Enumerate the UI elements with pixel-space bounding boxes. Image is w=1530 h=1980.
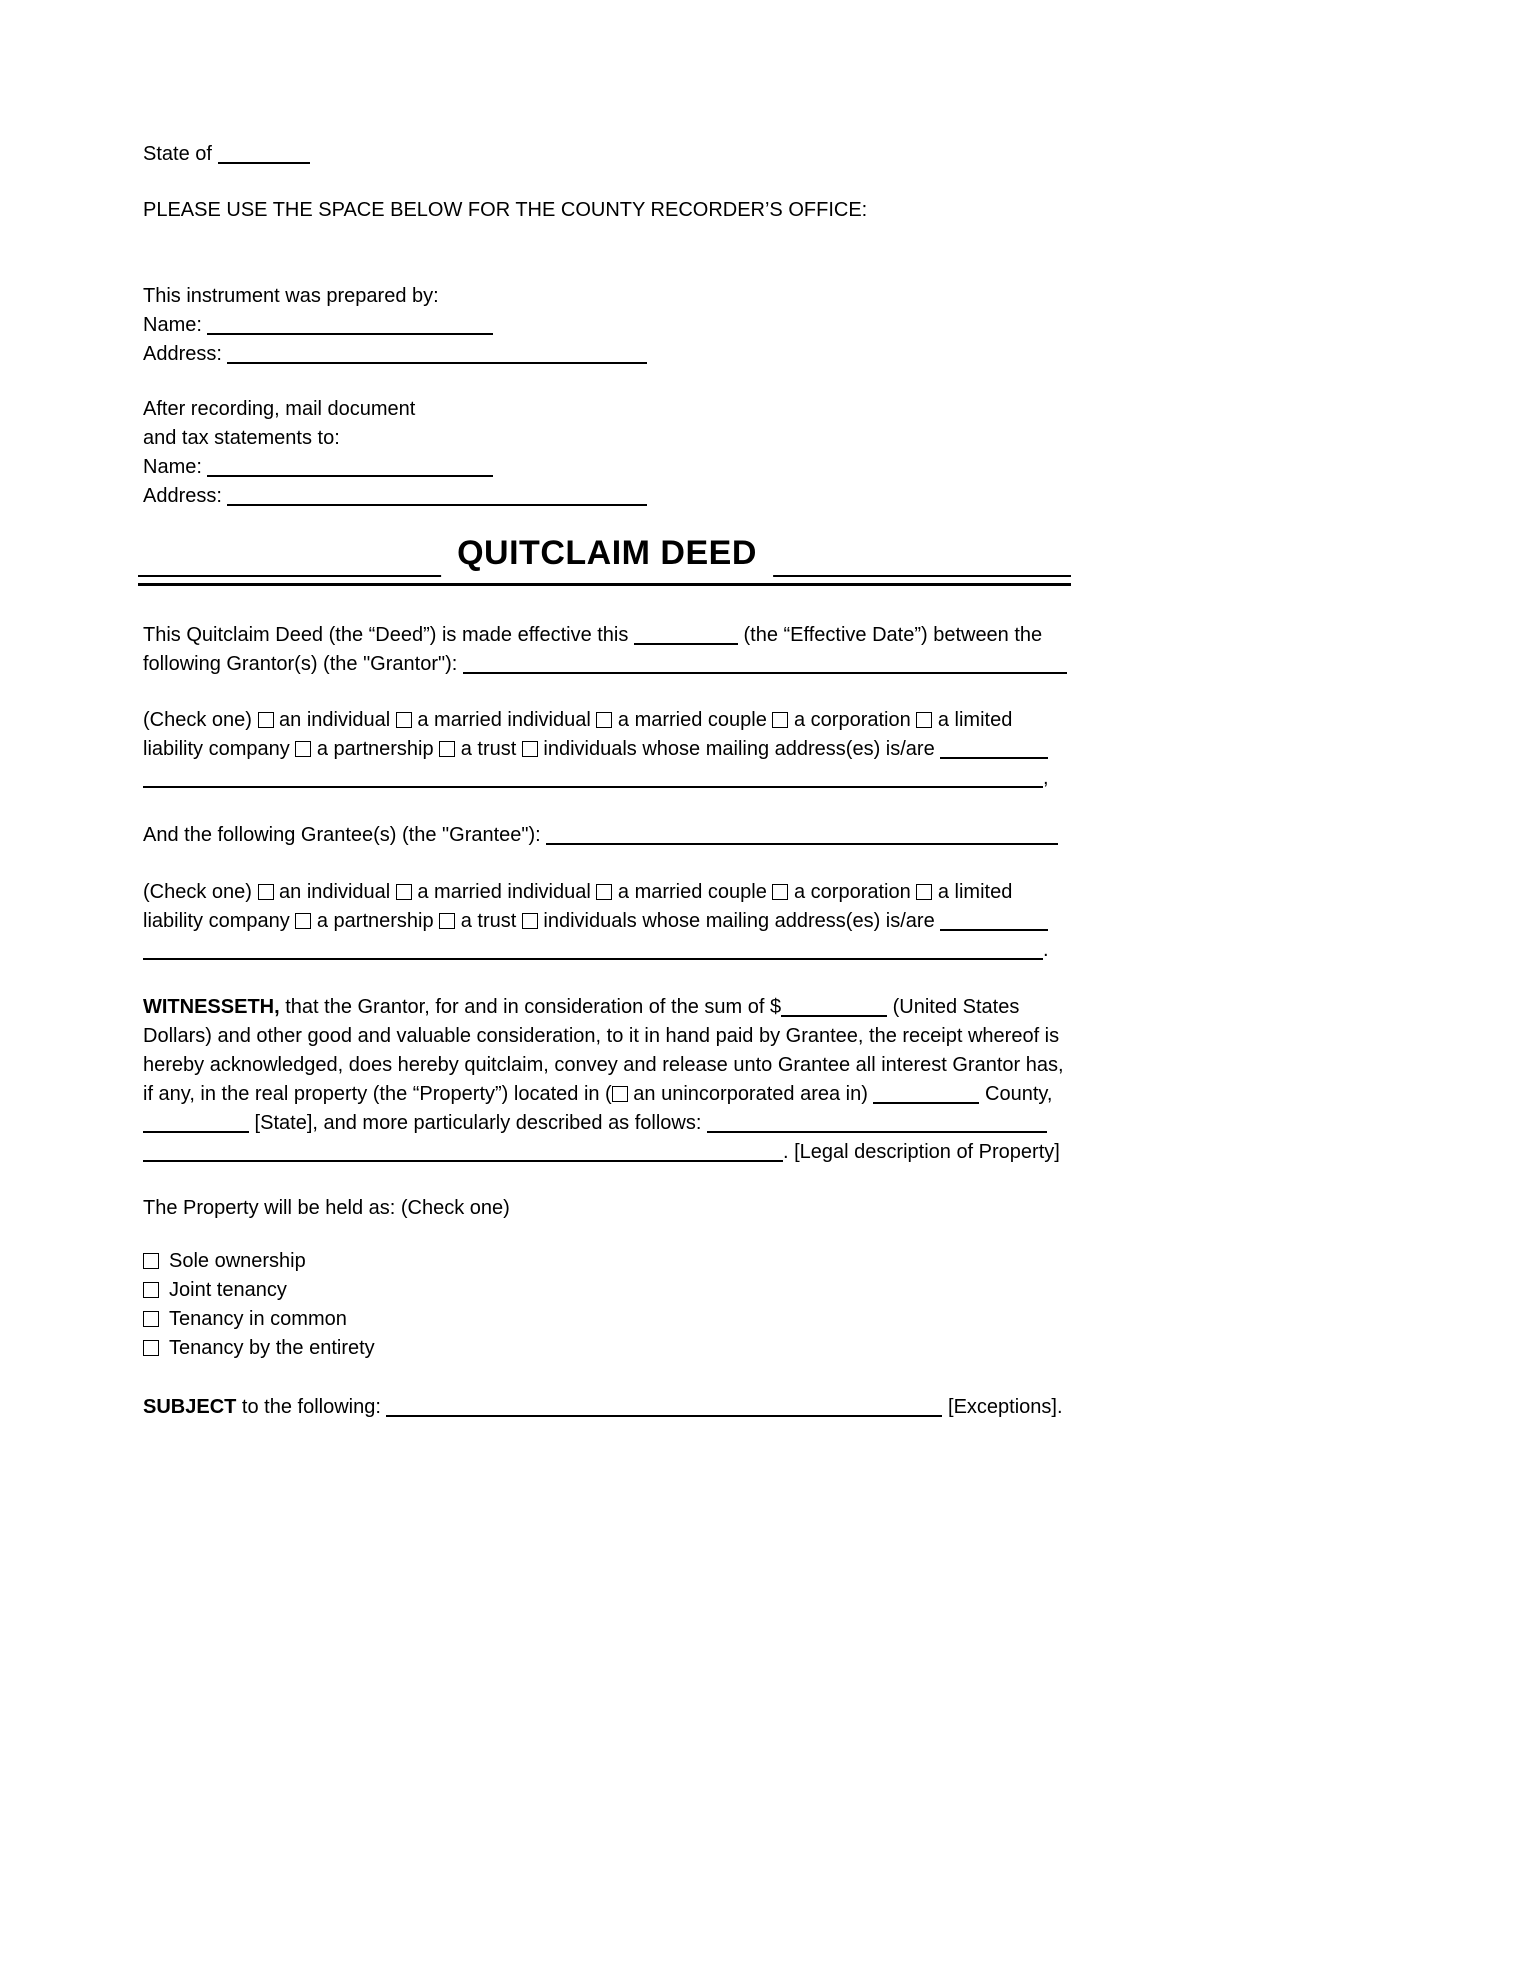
grantee-corporation-checkbox[interactable] [772,884,788,900]
text-run: a partnership [311,738,440,760]
grantor-married-couple-checkbox[interactable] [596,712,612,728]
prepared-by-address-line [143,340,1071,369]
prepared-by-heading: This instrument was prepared by: [143,285,439,307]
recorder-office-note: PLEASE USE THE SPACE BELOW FOR THE COUNTY RECORDER’S OFFICE: [143,199,868,221]
prepared-by-block [143,282,1071,369]
text-run: an individual [273,881,396,903]
prepared-by-name-line [143,311,1071,340]
mail-to-name-line [143,453,1071,482]
consideration-amount-blank[interactable] [781,995,887,1017]
ownership-checklist [143,1247,1071,1363]
grantor-married-individual-checkbox[interactable] [396,712,412,728]
text-run: (Check one) [143,881,258,903]
grantor-name-blank[interactable] [463,652,1067,674]
grantee-partnership-checkbox[interactable] [295,913,311,929]
text-run: This Quitclaim Deed (the “Deed”) is made effective this [143,624,634,646]
grantor-mailing-address-blank[interactable] [940,737,1048,759]
text-run: a trust [455,910,522,932]
grantor-individual-checkbox[interactable] [258,712,274,728]
text-run: . [Legal description of Property] [783,1141,1060,1163]
mail-to-address-blank[interactable] [227,484,647,506]
grantor-partnership-checkbox[interactable] [295,741,311,757]
mail-to-block [143,395,1071,511]
mail-to-address-line [143,482,1071,511]
text-run: an individual [273,709,396,731]
text-run: . [1043,939,1049,961]
effective-date-blank[interactable] [634,623,738,645]
text-run: [State], and more particularly described as follows: [249,1112,707,1134]
text-run: SUBJECT [143,1396,237,1418]
grantee-married-couple-checkbox[interactable] [596,884,612,900]
grantor-llc-checkbox[interactable] [916,712,932,728]
text-run: a trust [455,738,522,760]
checklist-item [143,1334,1071,1363]
checklist-item [143,1276,1071,1305]
text-run: Name: [143,314,208,336]
mail-to-heading-line1: After recording, mail document [143,398,416,420]
grantor-mailing-address-blank-2[interactable] [143,766,1043,788]
title-rule-bottom [138,583,1071,586]
document-title: QUITCLAIM DEED [441,525,773,581]
text-run: a partnership [311,910,440,932]
checklist-label: Joint tenancy [169,1279,287,1301]
mail-to-name-blank[interactable] [207,455,493,477]
text-run: a limited liability company [143,709,1018,760]
joint-tenancy-checkbox[interactable] [143,1282,159,1298]
grantee-married-individual-checkbox[interactable] [396,884,412,900]
tenancy-by-entirety-checkbox[interactable] [143,1340,159,1356]
witnesseth-paragraph [143,993,1071,1167]
text-run: Address: [143,485,228,507]
text-run: a married individual [411,709,597,731]
legal-description-blank[interactable] [707,1111,1047,1133]
text-run: an unincorporated area in) [627,1083,874,1105]
text-run: individuals whose mailing address(es) is/are [537,738,941,760]
grantee-name-blank[interactable] [546,823,1058,845]
checklist-label: Tenancy in common [169,1308,347,1330]
text-run: a married couple [612,881,773,903]
grantee-individuals-checkbox[interactable] [522,913,538,929]
subject-paragraph [143,1393,1071,1422]
prepared-by-address-blank[interactable] [227,342,647,364]
text-run: , [1043,767,1049,789]
intro-paragraph [143,621,1071,679]
state-name-blank[interactable] [143,1111,249,1133]
county-blank[interactable] [873,1082,979,1104]
checklist-label: Sole ownership [169,1250,306,1272]
text-run: State of [143,143,218,165]
grantee-mailing-address-blank[interactable] [940,909,1048,931]
text-run: (the “Effective Date”) between the following Grantor(s) (the "Grantor"): [143,624,1048,675]
checklist-item [143,1305,1071,1334]
grantor-type-paragraph [143,706,1071,793]
grantee-mailing-address-blank-2[interactable] [143,938,1043,960]
sole-ownership-checkbox[interactable] [143,1253,159,1269]
text-run: WITNESSETH, [143,996,280,1018]
text-run: a limited liability company [143,881,1018,932]
text-run: (United States Dollars) and other good and valuable consideration, to it in hand paid by Grantee, the receipt whereof is hereby acknowledged, does hereby quitclaim, convey and release unto Grantee all interest Grantor has, if any, in the real property (the “Property”) located in ( [143,996,1070,1105]
exceptions-blank[interactable] [386,1395,942,1417]
text-run: a corporation [788,709,917,731]
text-run: [Exceptions]. [942,1396,1063,1418]
held-as-heading: The Property will be held as: (Check one) [143,1197,510,1219]
document-page [143,140,1071,1422]
text-run: to the following: [236,1396,387,1418]
text-run: (Check one) [143,709,258,731]
text-run: individuals whose mailing address(es) is/are [537,910,941,932]
text-run: Name: [143,456,208,478]
text-run: And the following Grantee(s) (the "Grantee"): [143,824,547,846]
grantee-trust-checkbox[interactable] [439,913,455,929]
tenancy-in-common-checkbox[interactable] [143,1311,159,1327]
text-run: Address: [143,343,228,365]
state-of-line [143,140,1071,169]
state-blank[interactable] [218,142,310,164]
grantee-type-paragraph [143,878,1071,965]
text-run: County, [979,1083,1059,1105]
checklist-item [143,1247,1071,1276]
unincorporated-area-checkbox[interactable] [612,1086,628,1102]
grantor-individuals-checkbox[interactable] [522,741,538,757]
grantee-paragraph [143,821,1071,850]
checklist-label: Tenancy by the entirety [169,1337,375,1359]
mail-to-heading-line2: and tax statements to: [143,427,340,449]
grantor-trust-checkbox[interactable] [439,741,455,757]
grantee-individual-checkbox[interactable] [258,884,274,900]
grantee-llc-checkbox[interactable] [916,884,932,900]
document-title-section [143,525,1071,593]
text-run: a married individual [411,881,597,903]
text-run: a corporation [788,881,917,903]
text-run: that the Grantor, for and in consideration of the sum of $ [279,996,782,1018]
text-run: a married couple [612,709,773,731]
legal-description-blank-2[interactable] [143,1140,783,1162]
prepared-by-name-blank[interactable] [207,313,493,335]
grantor-corporation-checkbox[interactable] [772,712,788,728]
